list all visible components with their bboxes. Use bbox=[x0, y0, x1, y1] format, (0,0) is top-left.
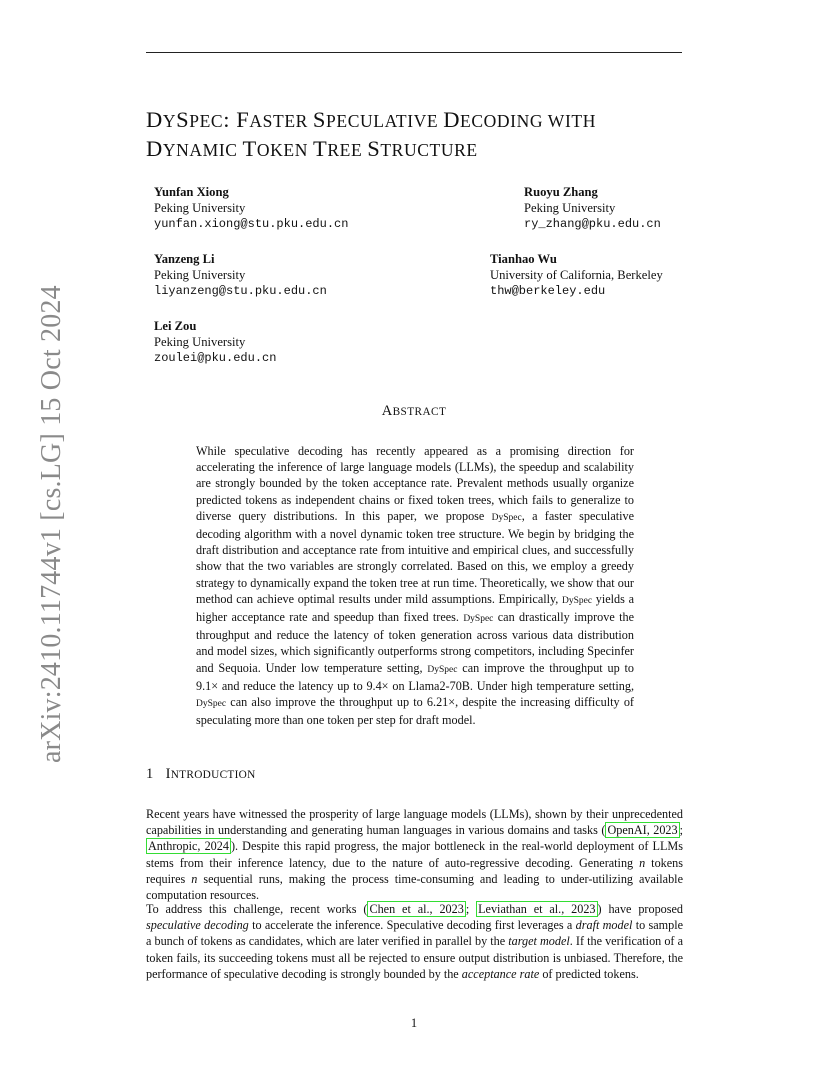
intro-paragraph-1: Recent years have witnessed the prosperity of large language models (LLMs), shown by their unprecedented capabilities in understanding and generating human languages in various domains and tasks ( OpenAI, 2023 ; Anthropic, 2024 ). Despite this rapid progress, the major bottleneck in the real-world deployment of LLMs stems from their inference latency, due to the nature of auto-regressive decoding. Generating n tokens requires n sequential runs, making the process time-consuming and leading to under-utilizing available computation resources. bbox=[146, 807, 683, 903]
author-affiliation: Peking University bbox=[154, 201, 246, 215]
author-email[interactable]: yunfan.xiong@stu.pku.edu.cn bbox=[154, 217, 349, 231]
author-name: Yunfan Xiong bbox=[154, 185, 229, 199]
page-number: 1 bbox=[410, 1016, 418, 1030]
author-email[interactable]: liyanzeng@stu.pku.edu.cn bbox=[154, 284, 327, 298]
author-affiliation: Peking University bbox=[154, 268, 246, 282]
intro-paragraph-2: To address this challenge, recent works ( Chen et al., 2023 ; Leviathan et al., 2023 ) have proposed speculative decoding to accelerate the inference. Speculative decoding first leverages a draft model to sample a bunch of tokens as candidates, which are later verified in parallel by the target model. If the verification of a token fails, its succeeding tokens must all be rejected to ensure output distribution is unbiased. Therefore, the performance of speculative decoding is strongly bounded by the acceptance rate of predicted tokens. bbox=[146, 902, 684, 981]
author-block bbox=[490, 251, 663, 299]
section-number: 1 bbox=[146, 766, 154, 782]
arxiv-stamp: arXiv:2410.11744v1 [cs.LG] 15 Oct 2024 bbox=[36, 285, 67, 763]
method-name: DySpec bbox=[491, 512, 522, 523]
paper-title bbox=[146, 106, 706, 164]
abstract-heading: ABSTRACT bbox=[381, 403, 447, 419]
title-line-1: DYSPEC: FASTER SPECULATIVE DECODING WITH bbox=[146, 107, 596, 132]
title-line-2: DYNAMIC TOKEN TREE STRUCTURE bbox=[146, 136, 478, 161]
method-name: DySpec bbox=[196, 699, 227, 710]
author-affiliation: Peking University bbox=[524, 201, 616, 215]
method-name: DySpec bbox=[427, 664, 458, 675]
author-email[interactable]: zoulei@pku.edu.cn bbox=[154, 351, 277, 365]
author-block bbox=[154, 251, 327, 299]
author-block bbox=[524, 184, 661, 232]
author-affiliation: Peking University bbox=[154, 335, 246, 349]
author-email[interactable]: thw@berkeley.edu bbox=[490, 284, 606, 298]
citation-link[interactable]: Leviathan et al., 2023 bbox=[478, 902, 596, 916]
author-name: Lei Zou bbox=[154, 319, 197, 333]
author-name: Tianhao Wu bbox=[490, 252, 557, 266]
top-rule bbox=[146, 52, 682, 53]
author-block bbox=[154, 184, 348, 232]
author-block bbox=[154, 318, 276, 366]
section-heading: 1 INTRODUCTION bbox=[146, 766, 256, 782]
citation-link[interactable]: OpenAI, 2023 bbox=[607, 823, 678, 838]
author-affiliation: University of California, Berkeley bbox=[490, 268, 663, 282]
author-name: Yanzeng Li bbox=[154, 252, 215, 266]
method-name: DySpec bbox=[562, 595, 593, 606]
citation-link[interactable]: Anthropic, 2024 bbox=[148, 839, 229, 854]
abstract-text: While speculative decoding has recently appeared as a promising direction for accelerating the inference of large language models (LLMs), the speedup and scalability are strongly bounded by the token acceptance rate. Prevalent methods usually organize predicted tokens as independent chains or fixed token trees, which fails to generalize to diverse query distributions. In this paper, we propose DySpec, a faster speculative decoding algorithm with a novel dynamic token tree structure. We begin by bridging the draft distribution and acceptance rate from intuitive and empirical clues, and successfully show that the two variables are strongly correlated. Based on this, we employ a greedy strategy to dynamically expand the token tree at run time. Theoretically, we show that our method can achieve optimal results under mild assumptions. Empirically, DySpec yields a higher acceptance rate and speedup than fixed trees. DySpec can drastically improve the throughput and reduce the latency of token generation across various data distribution and model sizes, which significantly outperforms strong competitors, including Specinfer and Sequoia. Under low temperature setting, DySpec can improve the throughput up to 9.1× and reduce the latency up to 9.4× on Llama2-70B. Under high temperature setting, DySpec can also improve the throughput up to 6.21×, despite the increasing difficulty of speculating more than one token per step for draft model. bbox=[196, 444, 635, 728]
method-name: DySpec bbox=[463, 614, 494, 625]
citation-link[interactable]: Chen et al., 2023 bbox=[369, 902, 464, 916]
author-name: Ruoyu Zhang bbox=[524, 185, 598, 199]
author-email[interactable]: ry_zhang@pku.edu.cn bbox=[524, 217, 661, 231]
